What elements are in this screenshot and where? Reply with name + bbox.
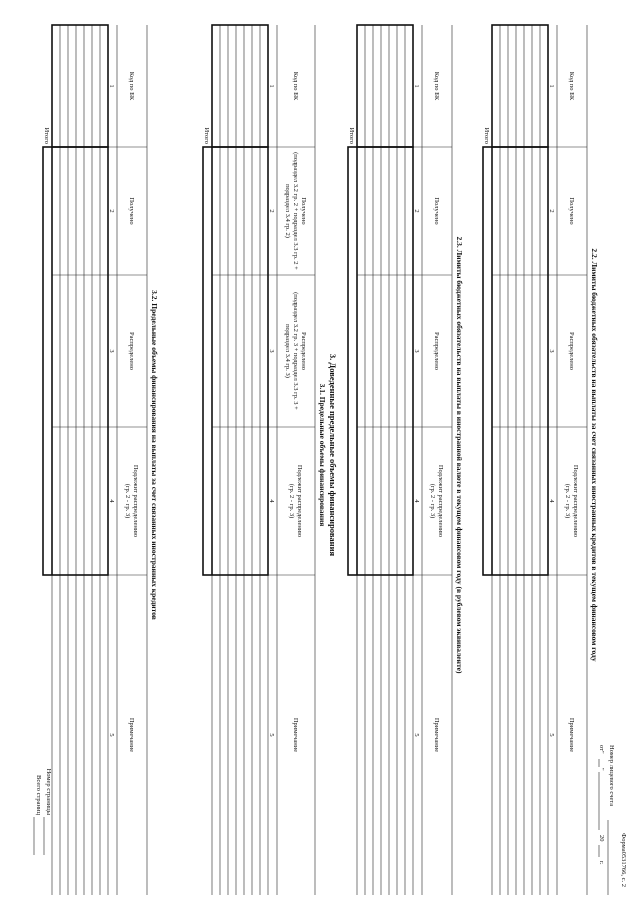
section-title: 2.2. Лимиты бюджетных обязательств на выплаты за счет связанных иностранных кредитов в текущем финансовом году (590, 248, 599, 662)
column-number: 1 (413, 84, 420, 88)
column-number: 5 (413, 733, 420, 737)
column-header: Подлежит распределению (296, 464, 303, 538)
date-from-label: от" (598, 745, 605, 754)
column-number: 2 (548, 209, 555, 213)
column-number: 5 (548, 733, 555, 737)
column-number: 2 (268, 209, 275, 213)
section-subtitle: 3.1. Предельные объемы финансирования (318, 383, 327, 527)
column-header: Получено (300, 197, 307, 225)
column-number: 2 (413, 209, 420, 213)
column-header: Распределено (568, 332, 575, 370)
total-label: Итого (483, 127, 490, 144)
date-quote: " (598, 768, 605, 771)
column-header: (гр. 2 - гр. 3) (564, 483, 571, 519)
column-header: Код по БК (433, 71, 440, 101)
column-header: Получено (128, 197, 135, 225)
column-header: Подлежит распределению (572, 464, 579, 538)
column-header: (гр. 2 - гр. 3) (124, 483, 131, 519)
section-4 (43, 25, 159, 895)
form-code: Форма0531766, с. 2 (620, 833, 627, 887)
column-header: Примечание (128, 717, 135, 753)
column-number: 1 (108, 84, 115, 88)
column-header: (гр. 2 - гр. 3) (429, 483, 436, 519)
column-header: Получено (568, 197, 575, 225)
column-header: Примечание (292, 717, 299, 753)
total-label: Итого (43, 127, 50, 144)
total-pages-label: Всего страниц (35, 775, 42, 815)
column-header: Подлежит распределению (437, 464, 444, 538)
column-number: 4 (413, 499, 420, 503)
section-2 (348, 25, 464, 895)
date-year-label: 20 (598, 835, 605, 842)
section-1 (483, 25, 599, 895)
date-suffix: г. (598, 861, 605, 865)
column-header: (гр. 2 - гр. 3) (288, 483, 295, 519)
section-title: 2.3. Лимиты бюджетных обязательств на выплаты в иностранной валюте в текущем финансовом году (в рублевом эквиваленте) (455, 236, 464, 674)
section-title: 3. Доведенные предельные объемы финансирования (328, 353, 338, 557)
column-header: (подраздел 3.2 гр. 2 + подраздел 3.3 гр. 2 + (292, 152, 299, 270)
page-number-label: Номер страницы (45, 768, 52, 815)
column-header: (подраздел 3.2 гр. 3 + подраздел 3.3 гр. 3 + (292, 292, 299, 410)
column-number: 4 (548, 499, 555, 503)
column-header: Код по БК (292, 71, 299, 101)
column-header: Примечание (568, 717, 575, 753)
column-number: 3 (108, 349, 115, 353)
column-number: 5 (268, 733, 275, 737)
column-header: Код по БК (568, 71, 575, 101)
column-number: 3 (413, 349, 420, 353)
column-header: Код по БК (128, 71, 135, 101)
account-number-label: Номер лицевого счета (608, 745, 615, 807)
column-header: Получено (433, 197, 440, 225)
column-header: Подлежит распределению (132, 464, 139, 538)
column-number: 1 (548, 84, 555, 88)
column-header: Примечание (433, 717, 440, 753)
column-number: 3 (548, 349, 555, 353)
column-number: 1 (268, 84, 275, 88)
column-number: 2 (108, 209, 115, 213)
column-header: подраздел 3.4 гр. 3) (284, 324, 291, 378)
column-header: подраздел 3.4 гр. 2) (284, 184, 291, 238)
column-header: Распределено (433, 332, 440, 370)
column-number: 5 (108, 733, 115, 737)
total-label: Итого (203, 127, 210, 144)
section-3 (203, 25, 338, 895)
column-number: 3 (268, 349, 275, 353)
column-number: 4 (268, 499, 275, 503)
column-header: Распределено (128, 332, 135, 370)
section-title: 3.2. Предельные объемы финансирования на выплаты за счет связанных иностранных кредитов (150, 290, 159, 620)
column-number: 4 (108, 499, 115, 503)
total-label: Итого (348, 127, 355, 144)
column-header: Распределено (300, 332, 307, 370)
